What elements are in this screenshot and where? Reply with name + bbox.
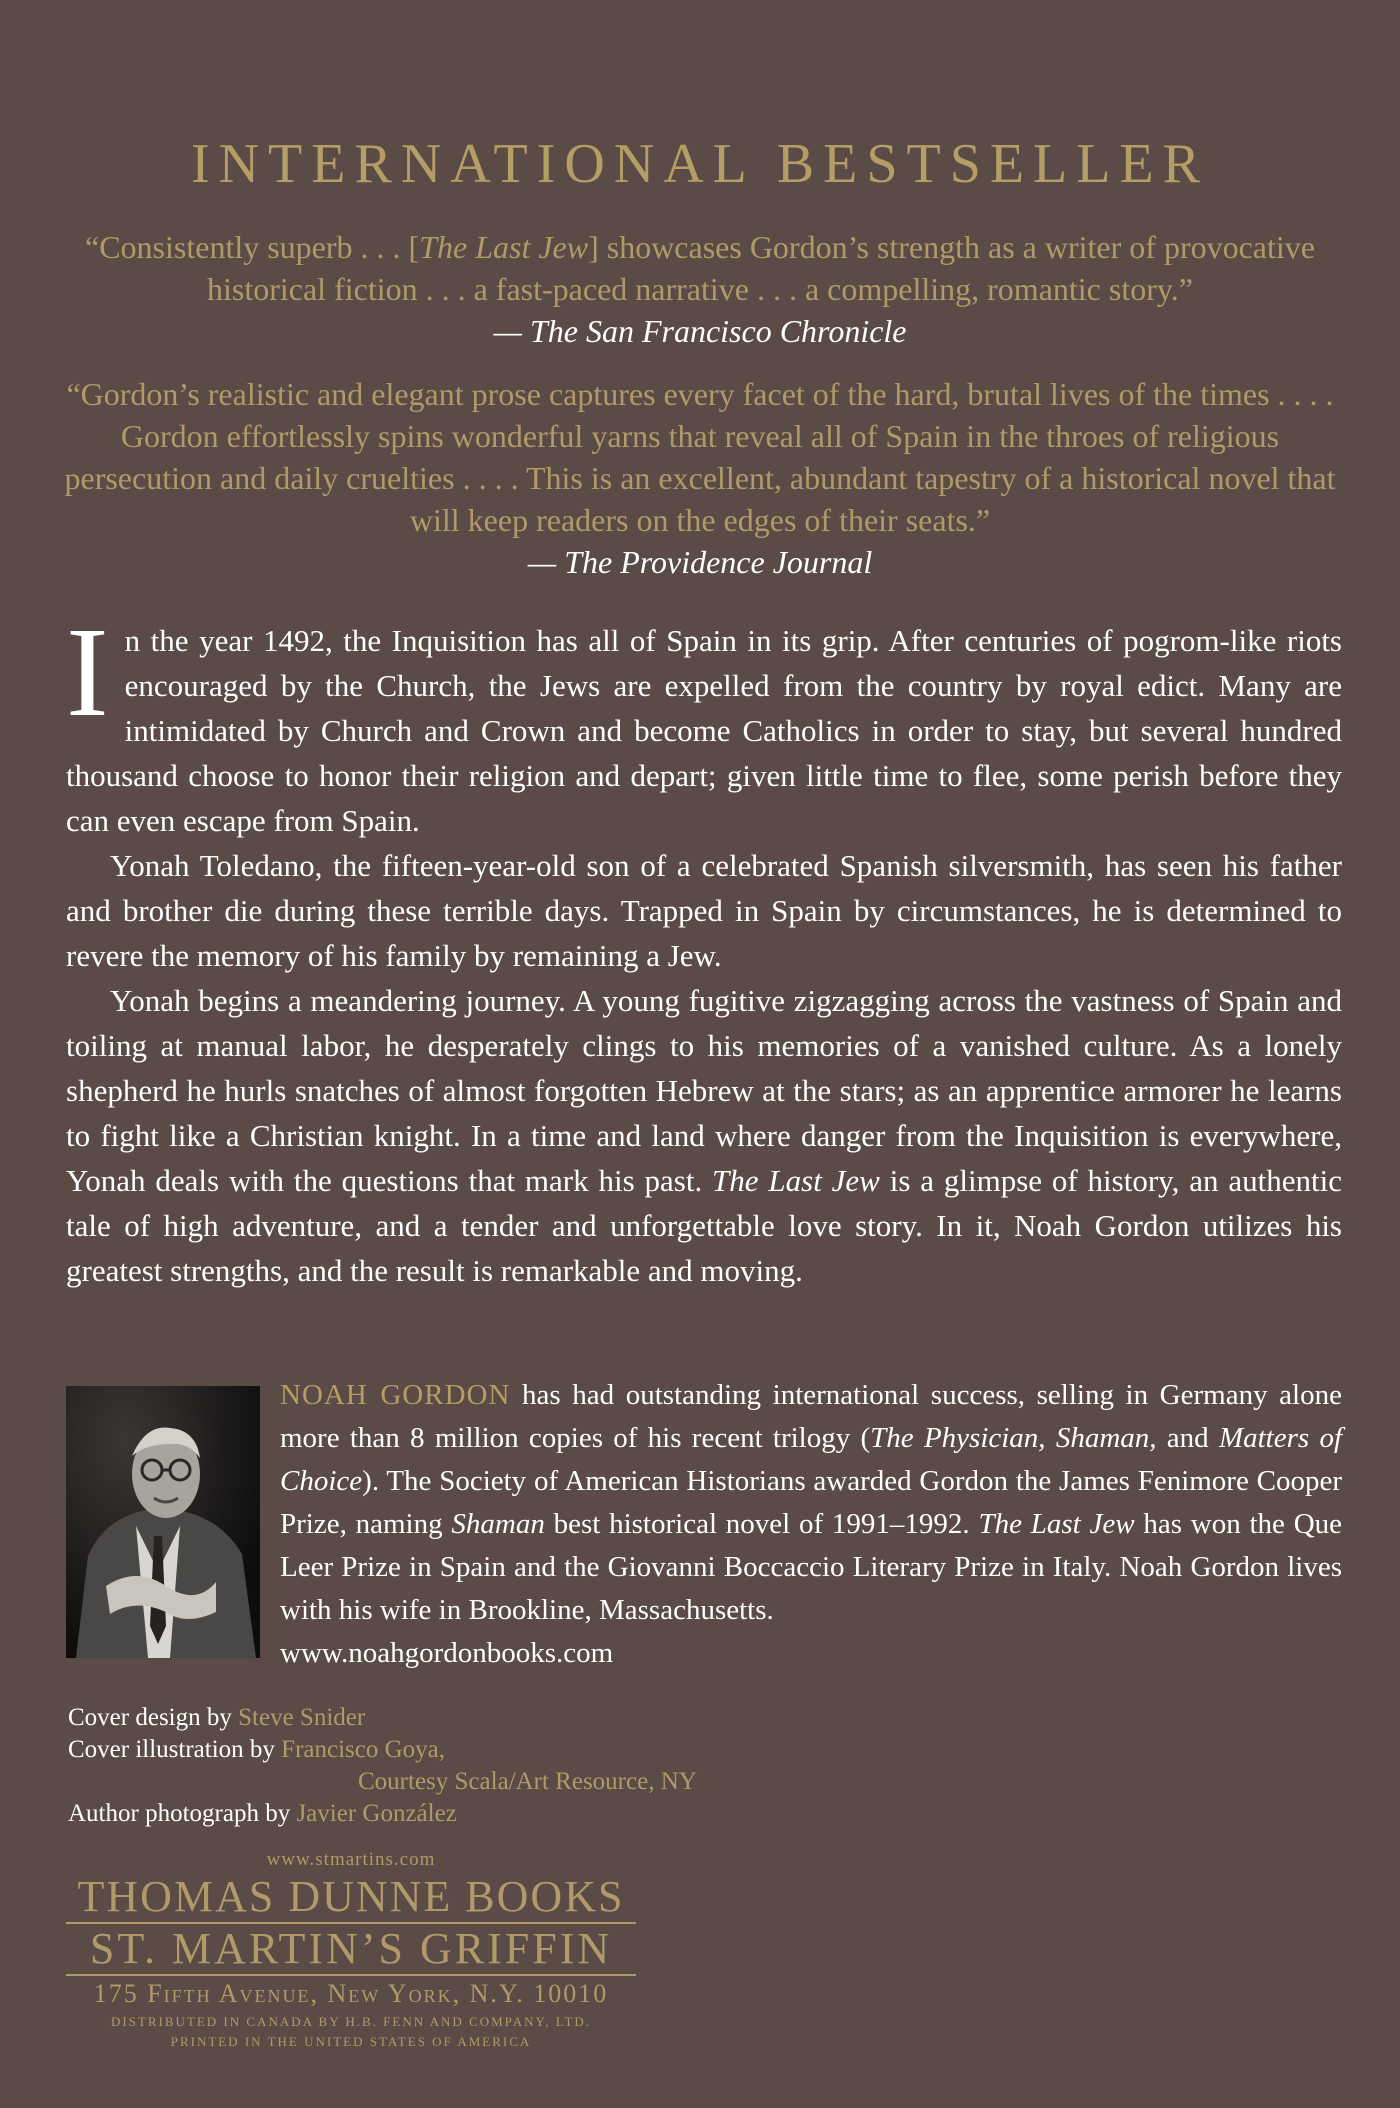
synopsis-text: is a glimpse of history, an authentic tale of high adventure, and a tender and unforgettable love story. In it, Noah Gordon utilizes his greatest strengths, and the result is remarkable and moving. xyxy=(66,1163,1342,1288)
review-quote xyxy=(60,226,1340,352)
review-source: — The Providence Journal xyxy=(527,544,873,580)
bestseller-heading: INTERNATIONAL BESTSELLER xyxy=(190,133,1210,195)
imprint-name: THOMAS DUNNE BOOKS xyxy=(66,1872,636,1924)
credit-label: Author photograph by xyxy=(68,1800,291,1827)
imprint-name: ST. MARTIN’S GRIFFIN xyxy=(66,1924,636,1976)
author-bio xyxy=(280,1374,1342,1675)
book-title: Matters of Choice xyxy=(280,1422,1342,1497)
author-photo xyxy=(66,1386,260,1658)
review-source: — The San Francisco Chronicle xyxy=(493,313,907,349)
credit-value: Francisco Goya, xyxy=(281,1736,446,1763)
review-text: ] showcases Gordon’s strength as a writer of provocative historical fiction . . . a fast-paced narrative . . . a compelling, romantic story.” xyxy=(206,229,1315,307)
author-portrait-image xyxy=(66,1386,260,1658)
author-website: www.noahgordonbooks.com xyxy=(280,1637,614,1669)
publisher-address: 175 Fifth Avenue, New York, N.Y. 10010 xyxy=(93,1979,609,2008)
book-title: The Last Jew xyxy=(419,229,589,265)
credit-author-photo xyxy=(68,1798,968,1830)
synopsis xyxy=(66,601,1342,1293)
publisher-block xyxy=(66,1848,636,2052)
book-title: The Last Jew xyxy=(712,1163,880,1198)
credit-value: Javier González xyxy=(296,1800,457,1827)
publisher-url: www.stmartins.com xyxy=(266,1849,436,1870)
bio-text: has had outstanding international success, selling in Germany alone more than 8 million copies of his recent trilogy ( xyxy=(280,1379,1342,1454)
synopsis-text: n the year 1492, the Inquisition has all of Spain in its grip. After centuries of pogrom-like riots encouraged by the Church, the Jews are expelled from the country by royal edict. Many are intimidated by Church and Crown and become Catholics in order to stay, but several hundred thousand choose to honor their religion and depart; given little time to flee, some perish before they can even escape from Spain. xyxy=(66,623,1342,838)
bio-text: ). The Society of American Historians awarded Gordon the James Fenimore Cooper Prize, naming xyxy=(280,1465,1342,1540)
bio-text: and xyxy=(1156,1422,1219,1454)
credit-value-extra: Courtesy Scala/Art Resource, NY xyxy=(358,1768,697,1795)
synopsis-paragraph xyxy=(66,601,1342,843)
distribution-note: DISTRIBUTED IN CANADA BY H.B. FENN AND COMPANY, LTD. xyxy=(110,2014,592,2029)
synopsis-paragraph xyxy=(66,978,1342,1293)
printed-note: PRINTED IN THE UNITED STATES OF AMERICA xyxy=(170,2034,532,2049)
book-title: Shaman xyxy=(451,1508,545,1540)
author-name: NOAH GORDON xyxy=(280,1379,511,1411)
cover-credits xyxy=(68,1702,968,1830)
review-text: “Gordon’s realistic and elegant prose captures every facet of the hard, brutal lives of the times . . . . Gordon effortlessly spins wonderful yarns that reveal all of Spain in the throes of religious persecution and daily cruelties . . . . This is an excellent, abundant tapestry of a historical novel that will keep readers on the edges of their seats.” xyxy=(64,376,1336,538)
credit-cover-illustration xyxy=(68,1734,968,1766)
review-text: “Consistently superb . . . [ xyxy=(85,229,420,265)
bio-text: best historical novel of 1991–1992. xyxy=(544,1508,979,1540)
credit-value: Steve Snider xyxy=(238,1704,366,1731)
credit-cover-design xyxy=(68,1702,968,1734)
book-title: The Physician, Shaman, xyxy=(870,1422,1157,1454)
bio-text: has won the Que Leer Prize in Spain and the Giovanni Boccaccio Literary Prize in Italy. Noah Gordon lives with his wife in Brookline, Massachusetts. xyxy=(280,1508,1343,1626)
review-quote xyxy=(60,373,1340,583)
drop-cap: I xyxy=(66,601,109,743)
credit-label: Cover design by xyxy=(68,1704,232,1731)
credit-label: Cover illustration by xyxy=(68,1736,275,1763)
synopsis-paragraph: Yonah Toledano, the fifteen-year-old son of a celebrated Spanish silversmith, has seen his father and brother die during these terrible days. Trapped in Spain by circumstances, he is determined to revere the memory of his family by remaining a Jew. xyxy=(66,848,1342,973)
book-title: The Last Jew xyxy=(978,1508,1135,1540)
synopsis-text: Yonah begins a meandering journey. A young fugitive zigzagging across the vastness of Spain and toiling at manual labor, he desperately clings to his memories of a vanished culture. As a lonely shepherd he hurls snatches of almost forgotten Hebrew at the stars; as an apprentice armorer he learns to fight like a Christian knight. In a time and land where danger from the Inquisition is everywhere, Yonah deals with the questions that mark his past. xyxy=(66,983,1342,1198)
